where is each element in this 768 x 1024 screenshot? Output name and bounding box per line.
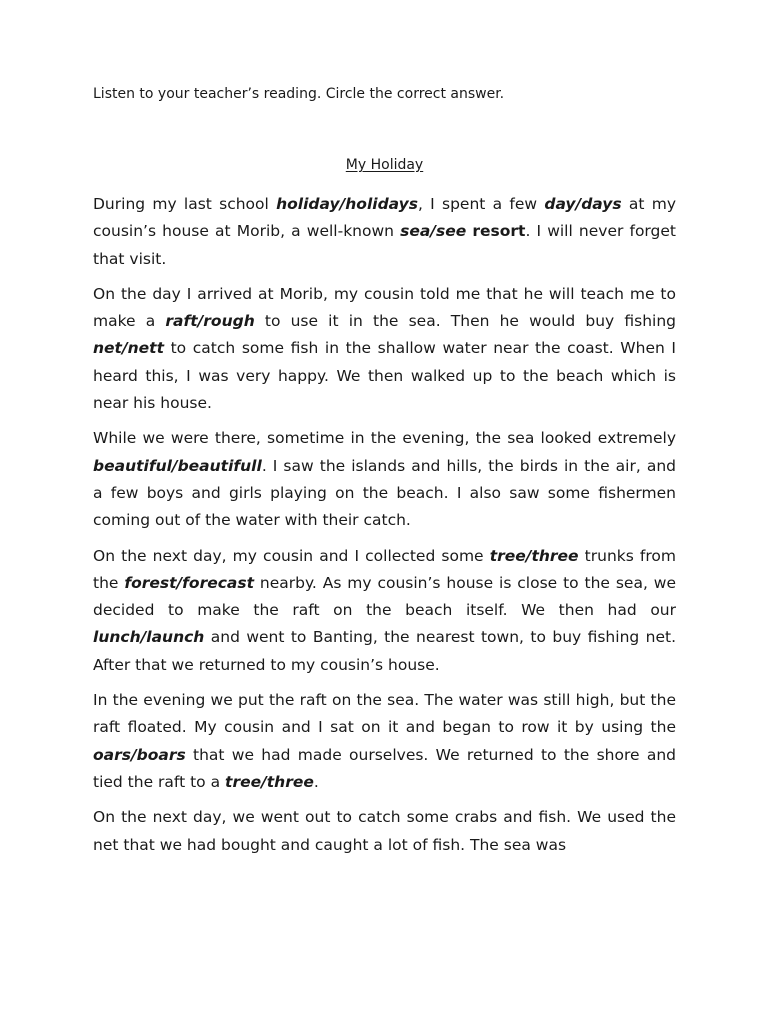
paragraph-text: and went to Banting, the nearest town, to buy fishing net. After that we returned to my cousin’s house. xyxy=(93,628,676,674)
paragraph-text: that we had made ourselves. We returned to the shore and tied the raft to a xyxy=(93,745,676,791)
story-paragraph xyxy=(93,543,676,679)
paragraph-text: On the day I arrived at Morib, my cousin told me that he will teach me to make a xyxy=(93,284,676,331)
paragraph-text: , I spent a few xyxy=(417,195,545,213)
paragraph-text: nearby. As my cousin’s house is close to the sea, we decided to make the raft on the beach itself. We then had our xyxy=(93,573,676,620)
paragraph-text: On the next day, my cousin and I collected some xyxy=(93,546,490,565)
answer-choice[interactable]: forest/forecast xyxy=(124,573,255,592)
story-body xyxy=(93,191,676,859)
story-paragraph xyxy=(93,425,676,534)
paragraph-text: On the next day, we went out to catch some crabs and fish. We used the net that we had bought and caught a lot of fish. The sea was xyxy=(93,808,676,854)
paragraph-text: In the evening we put the raft on the sea. The water was still high, but the raft floated. My cousin and I sat on it and began to row it by using the xyxy=(93,691,676,737)
paragraph-text: During my last school xyxy=(93,195,277,213)
story-paragraph xyxy=(93,281,676,417)
story-paragraph xyxy=(93,804,676,859)
bold-word: resort xyxy=(472,222,526,241)
paragraph-text: . I saw the islands and hills, the birds in the air, and a few boys and girls playing on the beach. I also saw some fishermen coming out of the water with their catch. xyxy=(93,456,676,530)
answer-choice[interactable]: raft/rough xyxy=(165,312,255,331)
story-paragraph xyxy=(93,191,676,273)
answer-choice[interactable]: sea/see xyxy=(400,222,467,241)
answer-choice[interactable]: beautiful/beautifull xyxy=(93,456,262,475)
paragraph-text: to catch some fish in the shallow water near the coast. When I heard this, I was very happy. We then walked up to the beach which is near his house. xyxy=(93,339,676,413)
paragraph-text: While we were there, sometime in the evening, the sea looked extremely xyxy=(93,429,676,448)
answer-choice[interactable]: net/nett xyxy=(93,339,164,358)
paragraph-text: at my cousin’s house at Morib, a well-known xyxy=(93,195,677,241)
answer-choice[interactable]: tree/three xyxy=(489,546,579,565)
answer-choice[interactable]: holiday/holidays xyxy=(276,195,418,213)
instruction-text: Listen to your teacher’s reading. Circle the correct answer. xyxy=(93,86,505,102)
paragraph-text: to use it in the sea. Then he would buy fishing xyxy=(254,312,676,331)
paragraph-text: trunks from the xyxy=(93,546,677,592)
paragraph-text: . I will never forget that visit. xyxy=(93,222,676,268)
answer-choice[interactable]: oars/boars xyxy=(93,745,186,764)
answer-choice[interactable]: tree/three xyxy=(225,772,314,791)
paragraph-text: . xyxy=(313,772,319,791)
story-paragraph xyxy=(93,687,676,796)
answer-choice[interactable]: lunch/launch xyxy=(93,628,205,647)
answer-choice[interactable]: day/days xyxy=(544,195,622,213)
page-title: My Holiday xyxy=(345,157,424,173)
